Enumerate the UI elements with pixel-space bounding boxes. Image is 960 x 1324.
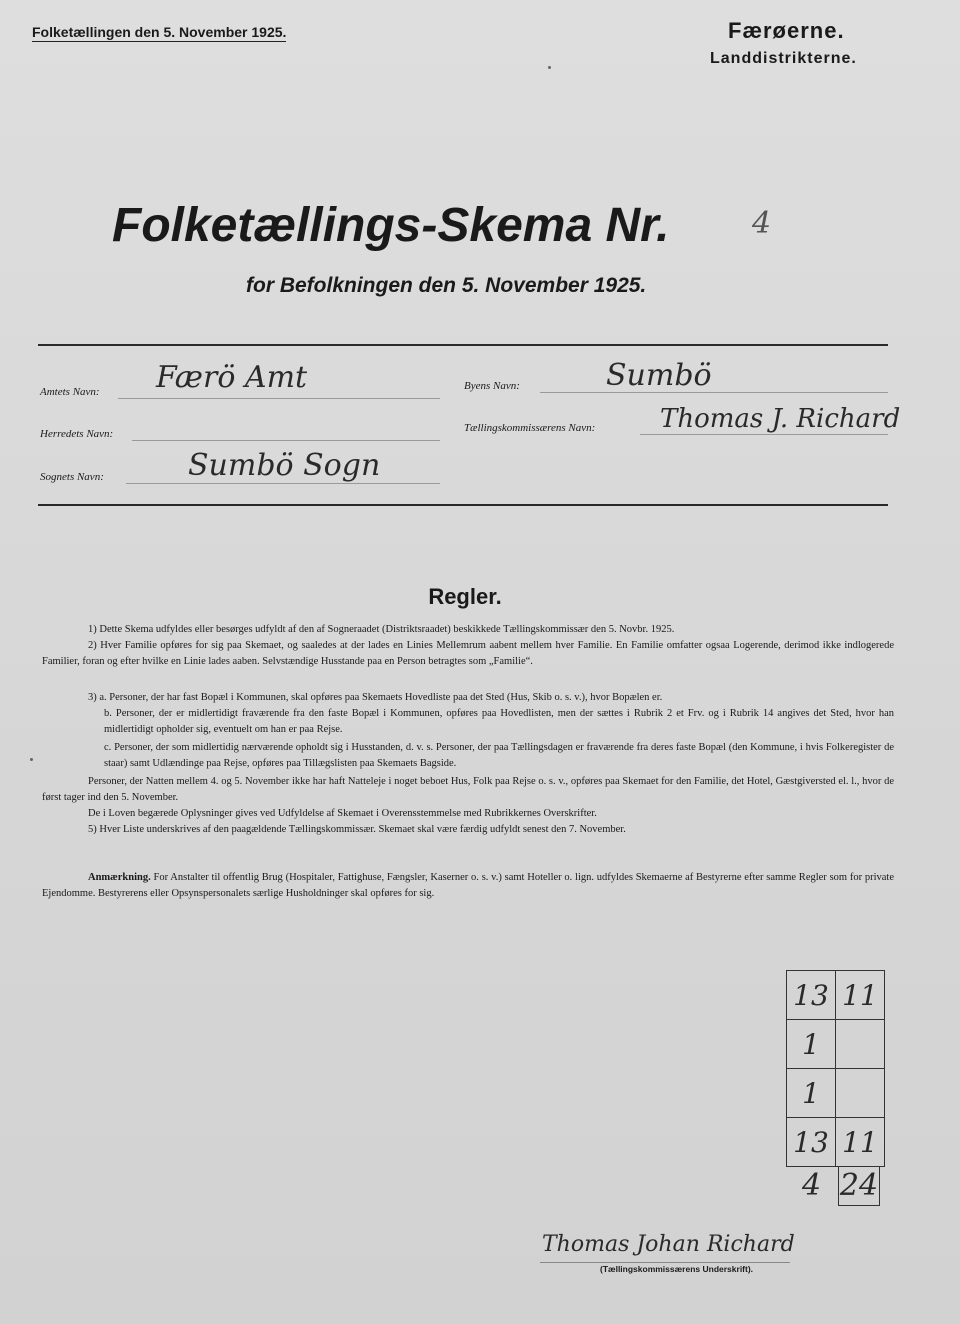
kommissaer-value: Thomas J. Richard [660,404,901,434]
tally-cell: 11 [836,971,885,1020]
speck-mark [30,758,33,761]
sogn-dotted-line [126,483,440,484]
rule-4: Personer, der Natten mellem 4. og 5. November ikke har haft Natteleje i noget beboet Hus, Folk paa Rejse o. s. v., opføres paa Skemaet for den Familie, det Hotel, Gæstgiversted el. l., hvor de først tager ind den 5. November. [42,776,894,803]
note [42,870,894,902]
rules-heading: Regler. [428,584,502,609]
amt-label: Amtets Navn: [40,386,100,398]
form-number-handwritten: 4 [752,206,772,241]
by-dotted-line [540,392,888,393]
rule-lov: De i Loven begærede Oplysninger gives ved Udfyldelse af Skemaet i Overensstemmelse med Rubrikkernes Overskrifter. [88,808,597,819]
tally-cell: 13 [787,1118,836,1167]
rule-2: 2) Hver Familie opføres for sig paa Skemaet, og saaledes at der lades en Linies Mellemrum aabent mellem hver Familie. En Familie omfatter ogsaa Logerende, derimod ikke indlogerede Familier, foran og efter hvilke en Linie lades aaben. Selvstændige Husstande paa en Person betragtes som „Familie“. [42,640,894,667]
sogn-value: Sumbö Sogn [188,448,381,483]
header-district: Landdistrikterne. [710,50,857,67]
speck-mark [548,66,551,69]
tally-cell [836,1020,885,1069]
sogn-label: Sognets Navn: [40,471,104,483]
herred-label: Herredets Navn: [40,428,114,440]
herred-dotted-line [132,440,440,441]
note-label: Anmærkning. [88,872,151,883]
amt-value: Færö Amt [156,360,308,395]
tally-cell: 1 [787,1069,836,1118]
tally-cell: 13 [787,971,836,1020]
top-divider [38,344,888,346]
bottom-divider [38,504,888,506]
tally-row [787,971,885,1020]
rule-3c: c. Personer, der som midlertidig nærværende opholdt sig i Husstanden, d. v. s. Personer, der paa Tællingsdagen er fraværende fra deres faste Bopæl (den Kommune, i hvis Folkeregister de staar) samt Udlændinge paa Rejse, opføres paa Tillægslisten paa Skemaets Bagside. [104,742,894,769]
tally-below-left: 4 [802,1168,822,1203]
tally-row [787,1069,885,1118]
kommissaer-label: Tællingskommissærens Navn: [464,422,596,434]
signature-handwritten: Thomas Johan Richard [542,1232,795,1257]
tally-cell: 11 [836,1118,885,1167]
tally-row [787,1118,885,1167]
signature-caption: (Tællingskommissærens Underskrift). [600,1264,754,1274]
rule-5: 5) Hver Liste underskrives af den paagældende Tællingskommissær. Skemaet skal være færdig udfyldt senest den 7. November. [88,824,626,835]
tally-below-right: 24 [838,1166,880,1206]
by-value: Sumbö [606,358,712,393]
note-text: For Anstalter til offentlig Brug (Hospitaler, Fattighuse, Fængsler, Kaserner o. s. v.) samt Hoteller o. lign. udfyldes Skemaerne af Bestyrerne efter samme Regler som for private Ejendomme. Bestyrerens eller Opsynspersonalets særlige Husholdninger skal opføres for sig. [42,872,895,899]
signature-line [540,1262,790,1263]
by-label: Byens Navn: [464,380,520,392]
form-subtitle: for Befolkningen den 5. November 1925. [246,274,647,297]
tally-cell [836,1069,885,1118]
rule-3a: 3) a. Personer, der har fast Bopæl i Kommunen, skal opføres paa Skemaets Hovedliste paa det Sted (Hus, Skib o. s. v.), hvor Bopælen er. [88,692,663,703]
tally-row [787,1020,885,1069]
kommissaer-dotted-line [640,434,888,435]
header-region: Færøerne. [728,18,845,43]
tally-grid [786,970,885,1167]
tally-cell: 1 [787,1020,836,1069]
rule-1: 1) Dette Skema udfyldes eller besørges udfyldt af den af Sogneraadet (Distriktsraadet) beskikkede Tællingskommissær den 5. Novbr. 1925. [88,624,675,635]
amt-dotted-line [118,398,440,399]
rule-3b: b. Personer, der er midlertidigt fraværende fra den faste Bopæl i Kommunen, opføres paa Hovedlisten, men der sættes i Rubrik 2 et Frv. og i Rubrik 14 angives det Sted, hvor han midlertidigt opholder sig, eventuelt om han er paa Rejse. [104,708,894,735]
header-census-date: Folketællingen den 5. November 1925. [32,24,287,40]
form-title: Folketællings-Skema Nr. [112,199,670,252]
